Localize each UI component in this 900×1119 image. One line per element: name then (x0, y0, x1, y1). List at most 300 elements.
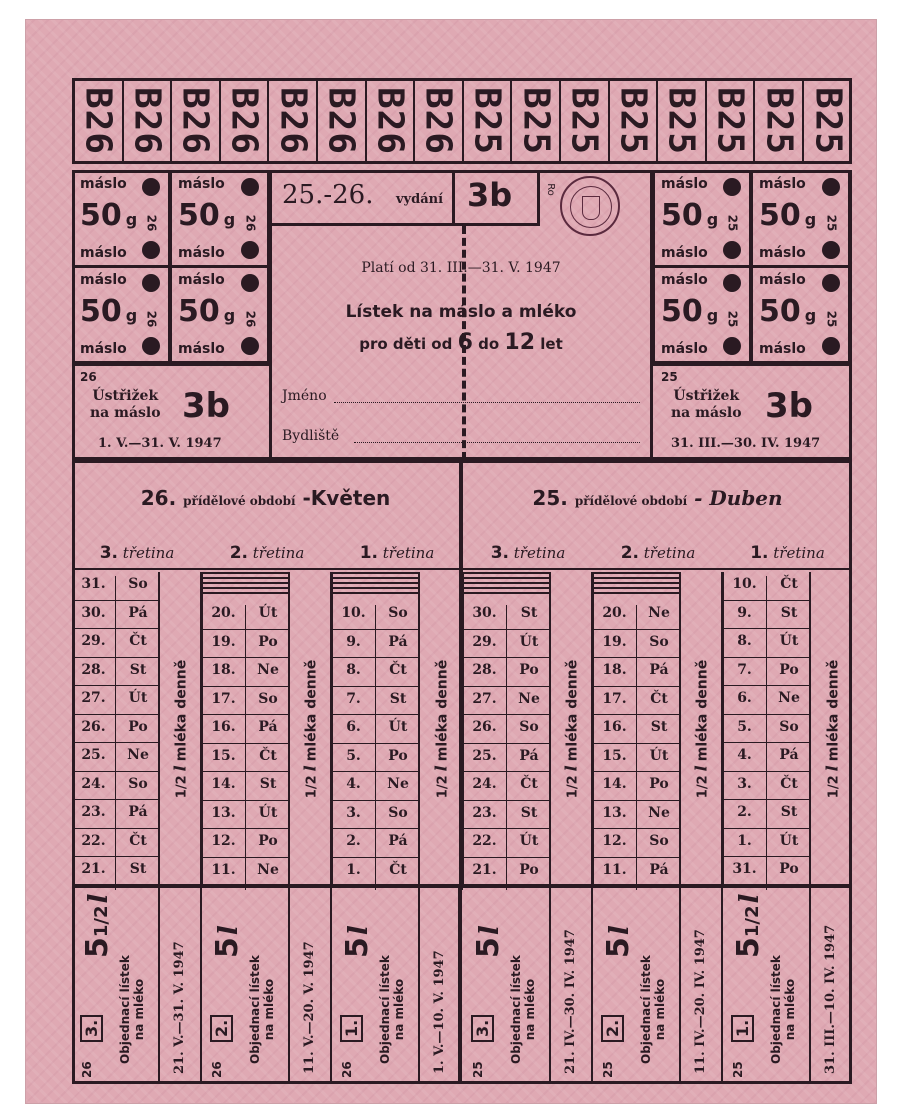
order-label-2: na mléko (132, 978, 146, 1041)
milk-liter: l (561, 765, 581, 772)
milk-daily-label (811, 572, 853, 886)
third-num: 3. (490, 543, 509, 563)
b-coupon-label: B25 (563, 86, 605, 156)
day-row[interactable] (723, 772, 811, 801)
coupon-amount-value: 50 (759, 198, 801, 233)
day-row[interactable] (72, 629, 160, 658)
order-third-box (80, 1015, 103, 1042)
day-weekday: So (388, 804, 408, 821)
day-row[interactable] (593, 658, 681, 687)
coupon-word-top: máslo (759, 176, 806, 192)
day-number: 26. (463, 719, 507, 748)
name-label: Jméno (282, 388, 327, 404)
dot-icon (142, 241, 160, 259)
b-coupon (415, 81, 464, 161)
stub-left-num: 26 (80, 370, 97, 384)
order-amount (340, 925, 375, 958)
order-unit: l (84, 893, 114, 904)
coupon-amount (80, 294, 137, 329)
order-amount-value: 5 (340, 937, 375, 958)
day-number: 12. (593, 833, 637, 862)
b-coupon (561, 81, 610, 161)
day-row[interactable] (332, 858, 420, 887)
order-period: 25 (731, 1061, 745, 1078)
day-row[interactable] (463, 601, 551, 630)
milk-order-coupon (72, 888, 202, 1084)
coupon-amount-value: 50 (80, 294, 122, 329)
day-row[interactable] (72, 572, 160, 601)
coupon-period: 25 (824, 214, 839, 232)
day-row[interactable] (332, 715, 420, 744)
day-row[interactable] (723, 800, 811, 829)
day-number: 14. (202, 776, 246, 805)
order-period: 26 (340, 1061, 354, 1078)
day-row[interactable] (723, 572, 811, 601)
period-right-num: 25. (532, 486, 568, 510)
day-weekday: St (520, 605, 538, 621)
day-row[interactable] (593, 601, 681, 630)
third-word: třetina (252, 544, 305, 562)
day-row[interactable] (202, 601, 290, 630)
day-row[interactable] (72, 857, 160, 886)
day-number: 7. (723, 662, 767, 691)
milk-daily-label (160, 572, 202, 886)
seal (560, 176, 620, 236)
order-amount (210, 925, 245, 958)
milk-frac: 1/2 (435, 775, 451, 799)
day-number: 22. (463, 833, 507, 862)
order-label (769, 955, 797, 1064)
day-weekday: Út (128, 690, 148, 706)
day-number: 13. (202, 805, 246, 834)
order-label (378, 955, 406, 1064)
day-number: 3. (332, 805, 376, 834)
hatch-pattern (463, 572, 551, 597)
order-third-box (601, 1015, 624, 1042)
third-header (332, 538, 462, 570)
day-weekday: Ne (257, 861, 279, 878)
address-field[interactable] (354, 442, 640, 443)
order-dates: 11. V.—20. V. 1947 (302, 941, 317, 1074)
milk-text: mléka denně (173, 659, 190, 762)
day-row[interactable] (72, 686, 160, 715)
day-number: 8. (723, 633, 767, 662)
day-weekday: So (388, 605, 408, 621)
day-row[interactable] (72, 601, 160, 630)
day-row[interactable] (202, 658, 290, 687)
order-third: 1. (731, 1015, 754, 1042)
stub-right-num: 25 (661, 370, 678, 384)
day-row[interactable] (593, 687, 681, 716)
day-weekday: Po (388, 747, 408, 764)
day-number: 16. (593, 719, 637, 748)
day-row[interactable] (72, 743, 160, 772)
day-number: 31. (72, 576, 116, 605)
third-header-text (463, 543, 593, 563)
milk-frac: 1/2 (565, 775, 581, 799)
coupon-word-bottom: máslo (661, 245, 708, 261)
day-weekday: Čt (780, 576, 798, 592)
day-row[interactable] (723, 743, 811, 772)
day-weekday: Út (519, 633, 539, 650)
butter-coupon (653, 266, 751, 363)
coupon-word-top: máslo (661, 176, 708, 192)
b-coupon (221, 81, 270, 161)
day-weekday: So (779, 718, 799, 735)
b-coupon (512, 81, 561, 161)
day-row[interactable] (332, 630, 420, 659)
day-row[interactable] (72, 829, 160, 858)
day-weekday: Ne (127, 747, 149, 763)
day-row[interactable] (723, 829, 811, 858)
milk-order-coupon (463, 888, 593, 1084)
coupon-amount (178, 198, 235, 233)
day-row[interactable] (332, 829, 420, 858)
third-header-text (723, 543, 852, 563)
ro-mark: Ro (544, 183, 556, 196)
day-weekday: Pá (388, 833, 408, 849)
dot-icon (723, 241, 741, 259)
butter-coupon (751, 266, 850, 363)
card-subtitle (272, 330, 650, 355)
day-row[interactable] (202, 715, 290, 744)
day-weekday: So (649, 833, 669, 849)
order-dates: 1. V.—10. V. 1947 (432, 950, 447, 1074)
day-number: 9. (723, 605, 767, 634)
day-row[interactable] (202, 744, 290, 773)
order-unit: l (214, 925, 244, 936)
day-row[interactable] (463, 772, 551, 801)
day-weekday: Čt (389, 861, 407, 878)
milk-frac: 1/2 (826, 775, 842, 799)
day-weekday: Po (258, 633, 278, 650)
butter-coupon (653, 170, 751, 267)
day-number: 12. (202, 833, 246, 862)
day-number: 4. (723, 747, 767, 776)
day-number: 31. (723, 861, 767, 890)
day-row[interactable] (202, 801, 290, 830)
day-row[interactable] (202, 687, 290, 716)
day-row[interactable] (202, 858, 290, 887)
dot-icon (241, 337, 259, 355)
milk-text: mléka denně (303, 659, 320, 762)
subtitle-pre: pro děti od (359, 335, 453, 353)
order-amount-value: 5 (731, 937, 766, 958)
b-coupon-label: B25 (807, 86, 849, 156)
day-weekday: Ne (387, 776, 409, 792)
day-row[interactable] (332, 658, 420, 687)
stub-right (653, 363, 852, 460)
day-weekday: Po (519, 861, 539, 878)
day-row[interactable] (463, 829, 551, 858)
day-weekday: Čt (389, 662, 407, 678)
day-row[interactable] (202, 772, 290, 801)
order-third: 3. (80, 1015, 103, 1042)
day-weekday: Pá (128, 804, 148, 820)
hatch-pattern (202, 572, 290, 597)
milk-daily-label (420, 572, 462, 886)
lion-emblem-icon (582, 196, 600, 220)
stub-left-text (90, 388, 161, 422)
dot-icon (142, 178, 160, 196)
coupon-word-top: máslo (661, 272, 708, 288)
third-word: třetina (773, 544, 825, 562)
day-row[interactable] (463, 801, 551, 830)
day-row[interactable] (332, 801, 420, 830)
day-row[interactable] (593, 715, 681, 744)
milk-daily-text (432, 660, 451, 798)
day-number: 27. (463, 691, 507, 720)
day-row[interactable] (332, 772, 420, 801)
milk-text: mléka denně (434, 659, 451, 762)
name-field[interactable] (334, 402, 640, 403)
order-third: 2. (210, 1015, 233, 1042)
dot-icon (822, 337, 840, 355)
dot-icon (142, 337, 160, 355)
butter-coupon (170, 266, 269, 363)
day-number: 2. (332, 833, 376, 862)
b-coupon-label: B26 (369, 86, 411, 156)
day-row[interactable] (593, 772, 681, 801)
b-coupon (172, 81, 221, 161)
coupon-period: 25 (725, 310, 740, 328)
order-period: 25 (601, 1061, 615, 1078)
b-coupon (269, 81, 318, 161)
day-row[interactable] (723, 715, 811, 744)
coupon-amount (661, 198, 718, 233)
order-third-box (731, 1015, 754, 1042)
b-coupon-label: B25 (515, 86, 557, 156)
day-row[interactable] (723, 601, 811, 630)
day-row[interactable] (202, 829, 290, 858)
day-row[interactable] (463, 715, 551, 744)
day-number: 18. (202, 662, 246, 691)
order-unit: l (475, 925, 505, 936)
day-weekday: Pá (779, 747, 799, 763)
day-number: 20. (593, 605, 637, 634)
order-label-1: Objednací lístek (248, 955, 262, 1064)
day-number: 17. (202, 691, 246, 720)
order-dates: 31. III.—10. IV. 1947 (823, 924, 838, 1074)
day-weekday: Út (388, 719, 408, 735)
day-weekday: Út (258, 605, 278, 621)
day-row[interactable] (463, 658, 551, 687)
b-coupon (75, 81, 124, 161)
day-row[interactable] (72, 800, 160, 829)
day-weekday: Po (649, 776, 669, 792)
stub-left-code: 3b (182, 386, 230, 426)
day-number: 25. (463, 748, 507, 777)
stub-left-line2: na máslo (90, 405, 161, 421)
day-number: 3. (723, 776, 767, 805)
b-coupon-label: B25 (709, 86, 751, 156)
day-weekday: St (780, 604, 798, 621)
day-weekday: Pá (388, 633, 408, 650)
day-number: 25. (72, 747, 116, 776)
period-left-text: přídělové období (183, 494, 296, 508)
order-unit: l (605, 925, 635, 936)
center-panel (269, 170, 653, 460)
day-number: 13. (593, 805, 637, 834)
code-box (452, 170, 540, 226)
day-row[interactable] (72, 658, 160, 687)
day-weekday: St (650, 719, 668, 735)
day-row[interactable] (463, 744, 551, 773)
day-row[interactable] (72, 715, 160, 744)
third-num: 1. (359, 543, 378, 563)
order-period: 25 (471, 1061, 485, 1078)
coupon-unit: g (706, 210, 719, 229)
day-row[interactable] (202, 630, 290, 659)
day-number: 30. (463, 605, 507, 634)
coupon-unit: g (125, 306, 138, 325)
day-weekday: Út (779, 832, 799, 849)
day-weekday: Út (519, 833, 539, 849)
day-number: 26. (72, 719, 116, 748)
milk-text: mléka denně (564, 659, 581, 762)
order-label-2: na mléko (523, 978, 537, 1041)
day-weekday: St (520, 804, 538, 821)
day-number: 18. (593, 662, 637, 691)
day-column (332, 572, 462, 886)
coupon-word-top: máslo (80, 176, 127, 192)
day-weekday: So (128, 775, 148, 792)
order-amount (80, 894, 115, 958)
third-header (463, 538, 593, 570)
b-coupon (124, 81, 173, 161)
order-label-2: na mléko (783, 978, 797, 1041)
coupon-word-bottom: máslo (80, 341, 127, 357)
milk-liter: l (691, 765, 711, 772)
stub-right-line2: na máslo (671, 405, 742, 421)
coupon-word-top: máslo (759, 272, 806, 288)
dot-icon (241, 178, 259, 196)
day-weekday: Ne (648, 605, 670, 621)
day-row[interactable] (723, 857, 811, 886)
day-number: 19. (202, 634, 246, 663)
coupon-amount (759, 198, 816, 233)
third-header (72, 538, 202, 570)
day-row[interactable] (593, 829, 681, 858)
b-coupon (707, 81, 756, 161)
stub-left-dates: 1. V.—31. V. 1947 (98, 436, 222, 451)
third-header (723, 538, 852, 570)
coupon-unit: g (804, 306, 817, 325)
day-number: 29. (463, 634, 507, 663)
coupon-word-bottom: máslo (661, 341, 708, 357)
valid-dates: Platí od 31. III.—31. V. 1947 (361, 260, 561, 276)
day-weekday: Ne (257, 662, 279, 678)
day-row[interactable] (332, 744, 420, 773)
stub-right-line1: Ústřižek (673, 388, 740, 404)
order-main (723, 888, 811, 1084)
day-row[interactable] (593, 630, 681, 659)
milk-liter: l (170, 765, 190, 772)
day-number: 28. (463, 662, 507, 691)
third-header (202, 538, 332, 570)
coupon-amount-value: 50 (178, 294, 220, 329)
card-title: Lístek na máslo a mléko (345, 302, 577, 322)
milk-text: mléka denně (825, 659, 842, 762)
day-row[interactable] (723, 658, 811, 687)
coupon-period: 26 (144, 310, 159, 328)
milk-daily-label (551, 572, 593, 886)
coupon-word-bottom: máslo (759, 341, 806, 357)
coupon-period: 26 (144, 214, 159, 232)
day-row[interactable] (72, 772, 160, 801)
day-number: 11. (202, 862, 246, 891)
day-number: 15. (593, 748, 637, 777)
coupon-unit: g (223, 210, 236, 229)
day-row[interactable] (463, 630, 551, 659)
day-number: 24. (463, 776, 507, 805)
order-main (463, 888, 551, 1084)
third-header-text (593, 543, 723, 563)
third-header (593, 538, 723, 570)
milk-liter: l (822, 765, 842, 772)
order-amount-value: 5 (601, 937, 636, 958)
day-column (202, 572, 332, 886)
day-column (593, 572, 723, 886)
coupon-amount (80, 198, 137, 233)
day-row[interactable] (593, 801, 681, 830)
day-number: 6. (332, 719, 376, 748)
b-coupon-label: B25 (758, 86, 800, 156)
day-number: 1. (723, 833, 767, 862)
day-row[interactable] (593, 858, 681, 887)
milk-frac: 1/2 (304, 775, 320, 799)
third-num: 2. (229, 543, 248, 563)
third-num: 2. (620, 543, 639, 563)
day-row[interactable] (723, 629, 811, 658)
order-label-2: na mléko (262, 978, 276, 1041)
day-row[interactable] (463, 858, 551, 887)
coupon-unit: g (223, 306, 236, 325)
order-third: 2. (601, 1015, 624, 1042)
day-number: 23. (463, 805, 507, 834)
day-row[interactable] (463, 687, 551, 716)
coupon-amount-value: 50 (178, 198, 220, 233)
hatch-pattern (593, 572, 681, 597)
b-coupon (755, 81, 804, 161)
dot-icon (241, 274, 259, 292)
b-coupon-label: B26 (272, 86, 314, 156)
day-weekday: So (258, 690, 278, 707)
milk-liter: l (300, 765, 320, 772)
order-amount (601, 925, 636, 958)
b-coupon-label: B26 (223, 86, 265, 156)
day-weekday: Út (779, 633, 799, 649)
day-number: 14. (593, 776, 637, 805)
coupon-word-top: máslo (80, 272, 127, 288)
day-row[interactable] (593, 744, 681, 773)
order-main (593, 888, 681, 1084)
third-word: třetina (513, 544, 566, 562)
day-row[interactable] (332, 687, 420, 716)
day-number: 6. (723, 690, 767, 719)
day-row[interactable] (332, 601, 420, 630)
day-number: 5. (723, 719, 767, 748)
day-number: 21. (463, 862, 507, 891)
b-coupon-label: B26 (320, 86, 362, 156)
order-dates: 21. V.—31. V. 1947 (172, 941, 187, 1074)
day-row[interactable] (723, 686, 811, 715)
order-third: 1. (340, 1015, 363, 1042)
third-header-text (202, 543, 332, 563)
b-coupon-label: B25 (660, 86, 702, 156)
milk-order-coupon (202, 888, 332, 1084)
order-dates: 21. IV.—30. IV. 1947 (563, 929, 578, 1074)
